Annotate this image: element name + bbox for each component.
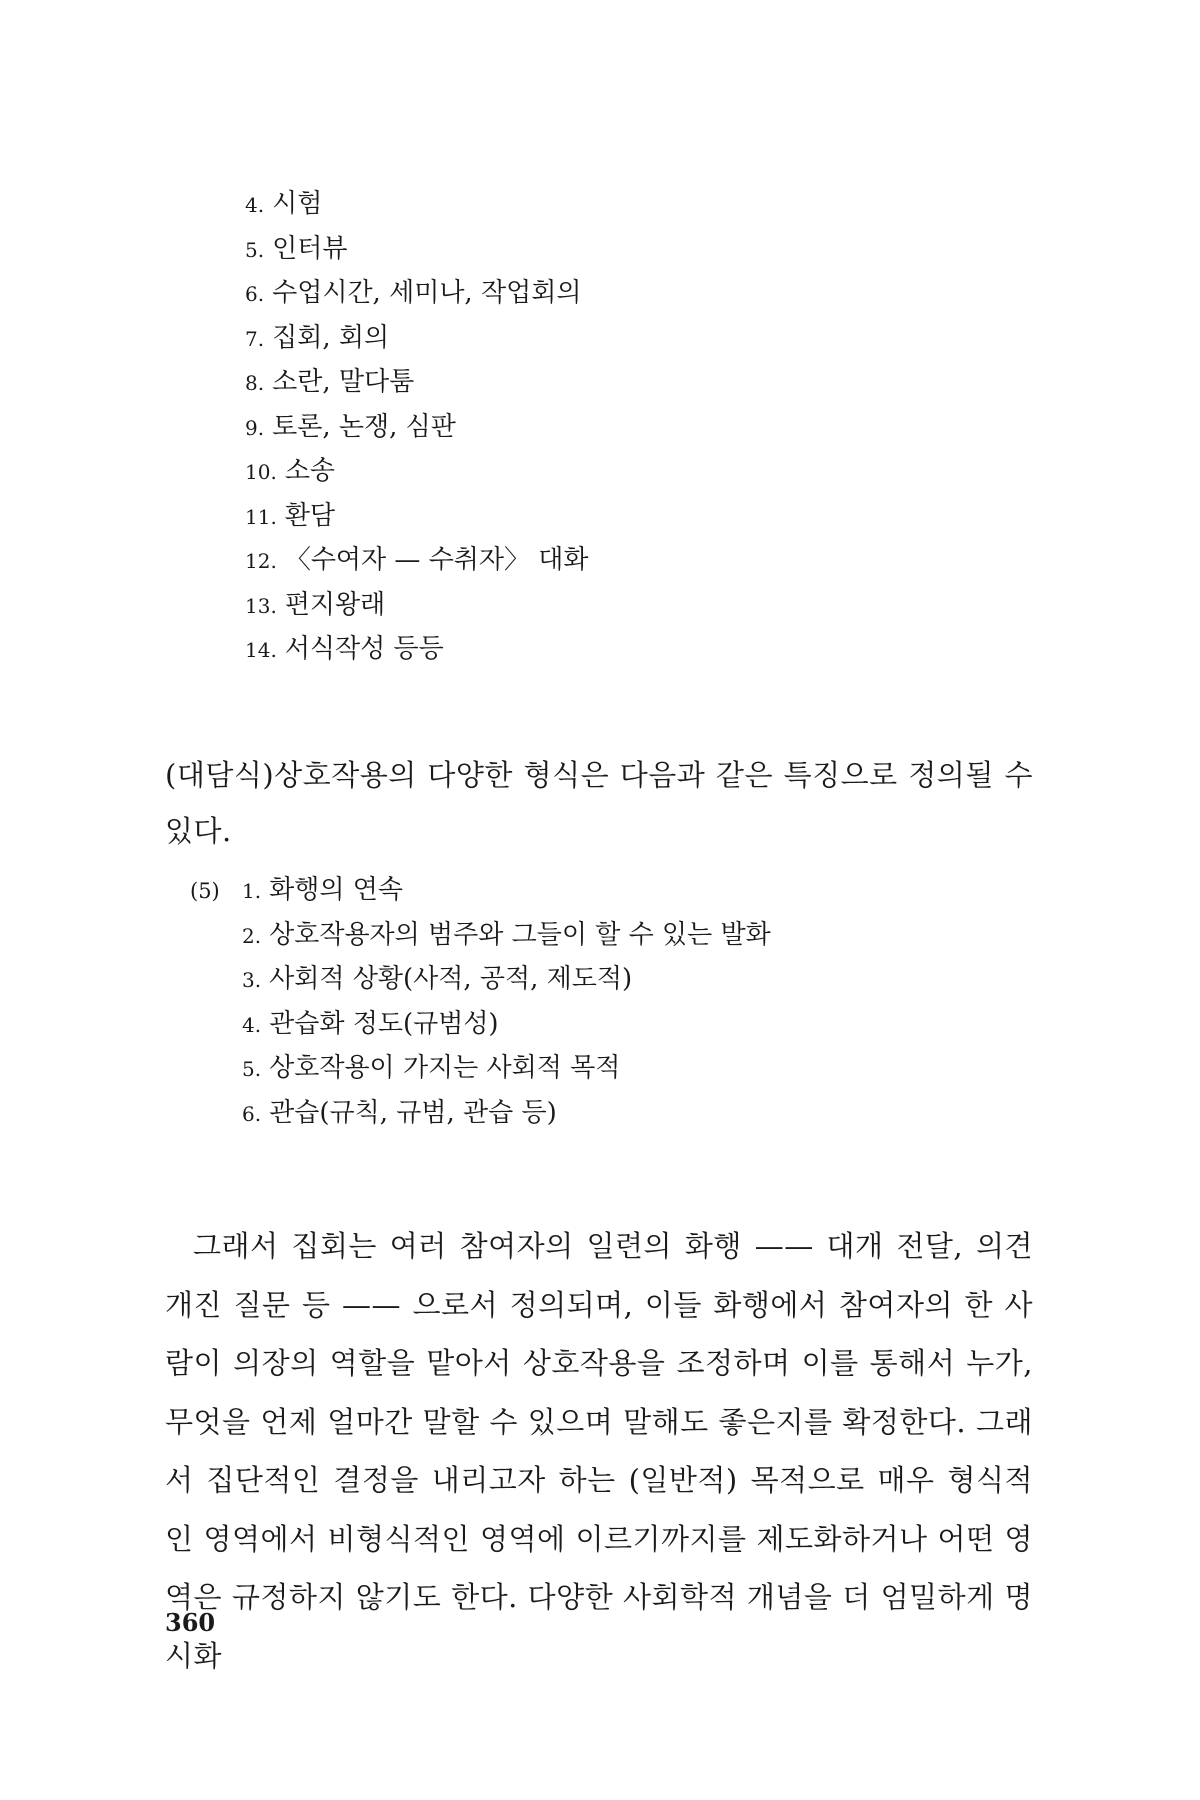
list-item: [245, 271, 945, 316]
list-item: [245, 360, 945, 405]
list-item: [245, 405, 945, 450]
item-text: 집회, 회의: [272, 322, 390, 353]
item-text: 상호작용이 가지는 사회적 목적: [269, 1053, 621, 1083]
list-item: [245, 316, 945, 361]
list-item: [190, 957, 990, 1002]
list-item: [245, 449, 945, 494]
item-number: 11.: [245, 504, 277, 529]
list-item: [245, 227, 945, 272]
paragraph-definition-intro: (대담식)상호작용의 다양한 형식은 다음과 같은 특징으로 정의될 수 있다.: [165, 758, 1033, 848]
list-item: [190, 1002, 990, 1047]
item-text: 화행의 연속: [269, 875, 403, 905]
item-text: 환담: [284, 500, 336, 531]
item-text: 관습(규칙, 규범, 관습 등): [269, 1097, 557, 1128]
item-number: 8.: [245, 371, 265, 395]
list-item: [245, 538, 945, 583]
item-number: 14.: [245, 638, 277, 662]
item-text: 소란, 말다툼: [272, 367, 415, 397]
item-number: 12.: [245, 549, 277, 573]
list-interaction-types: [245, 182, 945, 672]
list-item: [190, 1091, 990, 1136]
item-text: 관습화 정도(규범성): [269, 1008, 499, 1039]
item-text: 소송: [284, 456, 336, 486]
item-number: 13.: [245, 593, 277, 618]
item-number: 3.: [242, 968, 262, 992]
item-number: 4.: [245, 193, 265, 217]
item-number: 5.: [242, 1057, 262, 1081]
item-text: 수업시간, 세미나, 작업회의: [272, 278, 582, 308]
item-text: 〈수여자 — 수취자〉 대화: [284, 545, 589, 575]
item-number: 6.: [245, 282, 265, 306]
list-item: [190, 868, 990, 913]
item-number: 10.: [245, 460, 277, 484]
item-number: 2.: [242, 923, 262, 948]
item-text: 서식작성 등등: [284, 634, 444, 664]
item-text: 상호작용자의 범주와 그들이 할 수 있는 발화: [269, 919, 771, 950]
item-number: 7.: [245, 326, 265, 351]
paragraph-meeting-definition: 그래서 집회는 여러 참여자의 일련의 화행 —— 대개 전달, 의견개진 질문 등 —— 으로서 정의되며, 이들 화행에서 참여자의 한 사람이 의장의 역할을 맡아서 상호작용을 조정하며 이를 통해서 누가, 무엇을 언제 얼마간 말할 수 있으며 말해도 좋은지를 확정한다. 그래서 집단적인 결정을 내리고자 하는 (일반적) 목적으로 매우 형식적인 영역에서 비형식적인 영역에 이르기까지를 제도화하거나 어떤 영역은 규정하지 않기도 한다. 다양한 사회학적 개념을 더 엄밀하게 명시화: [165, 1229, 1033, 1673]
item-text: 토론, 논쟁, 심판: [272, 411, 456, 442]
list-item: [245, 583, 945, 628]
example-marker: (5): [190, 879, 220, 903]
item-number: 6.: [242, 1101, 262, 1126]
item-number: 9.: [245, 415, 265, 440]
list-item: [245, 182, 945, 227]
item-text: 사회적 상황(사적, 공적, 제도적): [269, 964, 633, 994]
item-text: 편지왕래: [284, 589, 386, 620]
item-text: 인터뷰: [272, 233, 348, 264]
list-item: [190, 1046, 990, 1091]
item-text: 시험: [272, 189, 323, 219]
list-item: [245, 627, 945, 672]
item-number: 1.: [242, 879, 262, 903]
item-number: 4.: [242, 1012, 262, 1037]
list-item: [245, 494, 945, 539]
list-features: [190, 868, 990, 1135]
item-number: 5.: [245, 237, 265, 262]
list-item: [190, 913, 990, 958]
page-number: 360: [165, 1608, 216, 1637]
